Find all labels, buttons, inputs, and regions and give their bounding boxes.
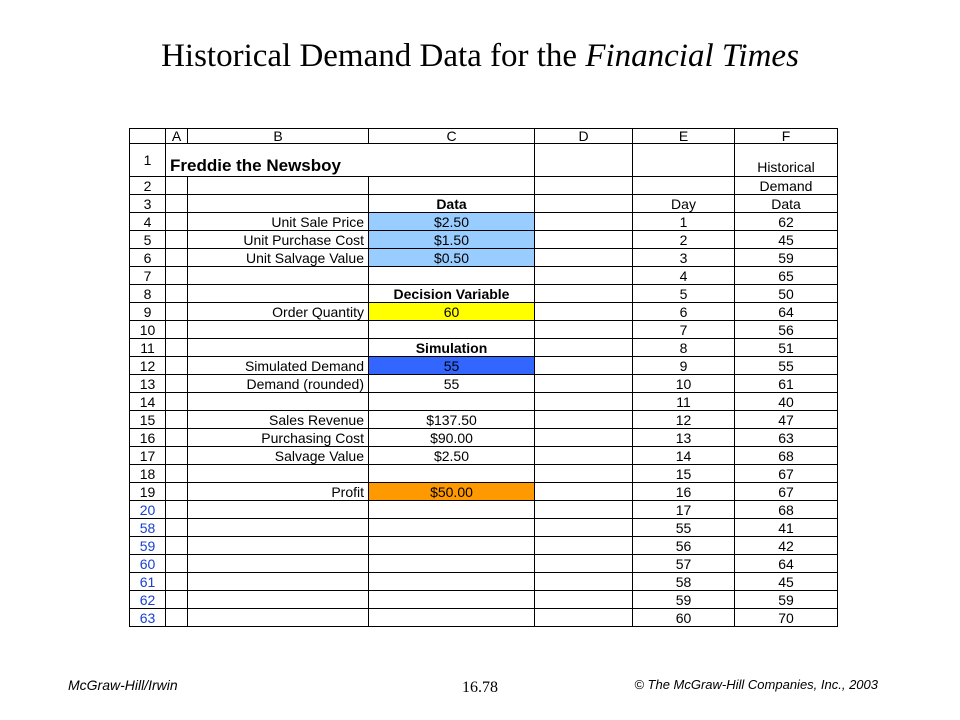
row-header[interactable]: 8 bbox=[130, 285, 166, 303]
input-label[interactable]: Unit Salvage Value bbox=[188, 249, 369, 267]
footer-page-number: 16.78 bbox=[462, 679, 498, 696]
cell-d11[interactable] bbox=[535, 339, 633, 357]
sheet-row-2 bbox=[130, 177, 838, 195]
day-value[interactable]: 11 bbox=[633, 393, 735, 411]
cell-a13[interactable] bbox=[166, 375, 188, 393]
cell-c62[interactable] bbox=[369, 591, 535, 609]
sheet-row-18 bbox=[130, 465, 838, 483]
cell-a59[interactable] bbox=[166, 537, 188, 555]
cell-d20[interactable] bbox=[535, 501, 633, 519]
row-header[interactable]: 3 bbox=[130, 195, 166, 213]
row-header[interactable]: 62 bbox=[130, 591, 166, 609]
cell-c10[interactable] bbox=[369, 321, 535, 339]
demand-value[interactable]: 45 bbox=[735, 573, 838, 591]
sheet-row-60 bbox=[130, 555, 838, 573]
cell-a3[interactable] bbox=[166, 195, 188, 213]
cell-c20[interactable] bbox=[369, 501, 535, 519]
data-header[interactable]: Data bbox=[369, 195, 535, 213]
sheet-row-11 bbox=[130, 339, 838, 357]
historical-label[interactable]: Historical bbox=[735, 144, 838, 177]
cell-d5[interactable] bbox=[535, 231, 633, 249]
day-value[interactable]: 12 bbox=[633, 411, 735, 429]
cell-b62[interactable] bbox=[188, 591, 369, 609]
demand-value[interactable]: 59 bbox=[735, 249, 838, 267]
cell-b8[interactable] bbox=[188, 285, 369, 303]
demand-value[interactable]: 61 bbox=[735, 375, 838, 393]
cell-d4[interactable] bbox=[535, 213, 633, 231]
sheet-row-8 bbox=[130, 285, 838, 303]
demand-value[interactable]: 67 bbox=[735, 465, 838, 483]
day-value[interactable]: 15 bbox=[633, 465, 735, 483]
sheet-row-13 bbox=[130, 375, 838, 393]
cell-a63[interactable] bbox=[166, 609, 188, 627]
row-header[interactable]: 11 bbox=[130, 339, 166, 357]
demand-value[interactable]: 42 bbox=[735, 537, 838, 555]
simulation-header[interactable]: Simulation bbox=[369, 339, 535, 357]
hist-data-header[interactable]: Data bbox=[735, 195, 838, 213]
demand-value[interactable]: 41 bbox=[735, 519, 838, 537]
cell-a58[interactable] bbox=[166, 519, 188, 537]
column-header-f[interactable]: F bbox=[735, 129, 838, 144]
row-header[interactable]: 19 bbox=[130, 483, 166, 501]
cell-d16[interactable] bbox=[535, 429, 633, 447]
sheet-row-14 bbox=[130, 393, 838, 411]
input-label[interactable]: Unit Sale Price bbox=[188, 213, 369, 231]
sheet-row-15 bbox=[130, 411, 838, 429]
cell-c2[interactable] bbox=[369, 177, 535, 195]
demand-label[interactable]: Demand bbox=[735, 177, 838, 195]
sheet-row-5 bbox=[130, 231, 838, 249]
cell-a61[interactable] bbox=[166, 573, 188, 591]
cell-b7[interactable] bbox=[188, 267, 369, 285]
cell-d10[interactable] bbox=[535, 321, 633, 339]
slide-title-italic: Financial Times bbox=[585, 38, 799, 74]
cell-a17[interactable] bbox=[166, 447, 188, 465]
cell-a5[interactable] bbox=[166, 231, 188, 249]
cell-c60[interactable] bbox=[369, 555, 535, 573]
column-header-a[interactable]: A bbox=[166, 129, 188, 144]
input-value[interactable]: $1.50 bbox=[369, 231, 535, 249]
cell-a12[interactable] bbox=[166, 357, 188, 375]
column-header-row bbox=[130, 129, 838, 144]
row-header[interactable]: 18 bbox=[130, 465, 166, 483]
input-label[interactable]: Salvage Value bbox=[188, 447, 369, 465]
sheet-row-1 bbox=[130, 144, 838, 177]
day-value[interactable]: 6 bbox=[633, 303, 735, 321]
cell-a15[interactable] bbox=[166, 411, 188, 429]
row-header[interactable]: 15 bbox=[130, 411, 166, 429]
input-label[interactable]: Demand (rounded) bbox=[188, 375, 369, 393]
cell-a11[interactable] bbox=[166, 339, 188, 357]
input-label[interactable]: Order Quantity bbox=[188, 303, 369, 321]
demand-value[interactable]: 64 bbox=[735, 303, 838, 321]
cell-a62[interactable] bbox=[166, 591, 188, 609]
day-value[interactable]: 17 bbox=[633, 501, 735, 519]
row-header[interactable]: 13 bbox=[130, 375, 166, 393]
input-label[interactable]: Purchasing Cost bbox=[188, 429, 369, 447]
demand-value[interactable]: 56 bbox=[735, 321, 838, 339]
row-header[interactable]: 60 bbox=[130, 555, 166, 573]
day-value[interactable]: 8 bbox=[633, 339, 735, 357]
cell-d62[interactable] bbox=[535, 591, 633, 609]
cell-b2[interactable] bbox=[188, 177, 369, 195]
demand-value[interactable]: 63 bbox=[735, 429, 838, 447]
spreadsheet bbox=[129, 128, 838, 627]
cell-b14[interactable] bbox=[188, 393, 369, 411]
row-header[interactable]: 14 bbox=[130, 393, 166, 411]
cell-c1[interactable] bbox=[369, 144, 535, 177]
column-header-c[interactable]: C bbox=[369, 129, 535, 144]
decision-variable-header[interactable]: Decision Variable bbox=[369, 285, 535, 303]
cell-a19[interactable] bbox=[166, 483, 188, 501]
row-header[interactable]: 20 bbox=[130, 501, 166, 519]
input-value[interactable]: $2.50 bbox=[369, 447, 535, 465]
cell-d60[interactable] bbox=[535, 555, 633, 573]
demand-value[interactable]: 62 bbox=[735, 213, 838, 231]
day-value[interactable]: 59 bbox=[633, 591, 735, 609]
row-header[interactable]: 63 bbox=[130, 609, 166, 627]
cell-c59[interactable] bbox=[369, 537, 535, 555]
day-value[interactable]: 13 bbox=[633, 429, 735, 447]
sheet-row-3 bbox=[130, 195, 838, 213]
cell-d15[interactable] bbox=[535, 411, 633, 429]
demand-value[interactable]: 67 bbox=[735, 483, 838, 501]
cell-b18[interactable] bbox=[188, 465, 369, 483]
sheet-row-16 bbox=[130, 429, 838, 447]
demand-value[interactable]: 47 bbox=[735, 411, 838, 429]
cell-d13[interactable] bbox=[535, 375, 633, 393]
input-value[interactable]: 55 bbox=[369, 357, 535, 375]
cell-e2[interactable] bbox=[633, 177, 735, 195]
demand-value[interactable]: 50 bbox=[735, 285, 838, 303]
input-value[interactable]: 60 bbox=[369, 303, 535, 321]
footer-publisher: McGraw-Hill/Irwin bbox=[68, 677, 178, 693]
cell-d12[interactable] bbox=[535, 357, 633, 375]
column-header-d[interactable]: D bbox=[535, 129, 633, 144]
day-value[interactable]: 58 bbox=[633, 573, 735, 591]
day-value[interactable]: 14 bbox=[633, 447, 735, 465]
row-header[interactable]: 5 bbox=[130, 231, 166, 249]
day-value[interactable]: 1 bbox=[633, 213, 735, 231]
cell-c61[interactable] bbox=[369, 573, 535, 591]
day-value[interactable]: 56 bbox=[633, 537, 735, 555]
select-all-corner[interactable] bbox=[130, 129, 166, 144]
demand-value[interactable]: 40 bbox=[735, 393, 838, 411]
day-value[interactable]: 5 bbox=[633, 285, 735, 303]
sheet-row-6 bbox=[130, 249, 838, 267]
cell-d19[interactable] bbox=[535, 483, 633, 501]
sheet-row-9 bbox=[130, 303, 838, 321]
cell-d2[interactable] bbox=[535, 177, 633, 195]
input-value[interactable]: 55 bbox=[369, 375, 535, 393]
sheet-row-59 bbox=[130, 537, 838, 555]
demand-value[interactable]: 59 bbox=[735, 591, 838, 609]
row-header[interactable]: 59 bbox=[130, 537, 166, 555]
cell-d9[interactable] bbox=[535, 303, 633, 321]
demand-value[interactable]: 70 bbox=[735, 609, 838, 627]
cell-c58[interactable] bbox=[369, 519, 535, 537]
demand-value[interactable]: 65 bbox=[735, 267, 838, 285]
cell-a4[interactable] bbox=[166, 213, 188, 231]
cell-c63[interactable] bbox=[369, 609, 535, 627]
day-value[interactable]: 7 bbox=[633, 321, 735, 339]
cell-e1[interactable] bbox=[633, 144, 735, 177]
cell-a60[interactable] bbox=[166, 555, 188, 573]
cell-b3[interactable] bbox=[188, 195, 369, 213]
input-value[interactable]: $2.50 bbox=[369, 213, 535, 231]
sheet-row-19 bbox=[130, 483, 838, 501]
sheet-row-10 bbox=[130, 321, 838, 339]
day-header[interactable]: Day bbox=[633, 195, 735, 213]
cell-a20[interactable] bbox=[166, 501, 188, 519]
input-value[interactable]: $90.00 bbox=[369, 429, 535, 447]
row-header[interactable]: 2 bbox=[130, 177, 166, 195]
cell-a6[interactable] bbox=[166, 249, 188, 267]
cell-d18[interactable] bbox=[535, 465, 633, 483]
demand-value[interactable]: 64 bbox=[735, 555, 838, 573]
cell-b11[interactable] bbox=[188, 339, 369, 357]
row-header[interactable]: 10 bbox=[130, 321, 166, 339]
cell-c14[interactable] bbox=[369, 393, 535, 411]
cell-a9[interactable] bbox=[166, 303, 188, 321]
cell-a7[interactable] bbox=[166, 267, 188, 285]
cell-d63[interactable] bbox=[535, 609, 633, 627]
slide-title-main: Historical Demand Data for the bbox=[161, 38, 586, 74]
cell-d1[interactable] bbox=[535, 144, 633, 177]
cell-d8[interactable] bbox=[535, 285, 633, 303]
input-value[interactable]: $50.00 bbox=[369, 483, 535, 501]
sheet-row-63 bbox=[130, 609, 838, 627]
day-value[interactable]: 2 bbox=[633, 231, 735, 249]
cell-a10[interactable] bbox=[166, 321, 188, 339]
column-header-e[interactable]: E bbox=[633, 129, 735, 144]
demand-value[interactable]: 51 bbox=[735, 339, 838, 357]
sheet-row-58 bbox=[130, 519, 838, 537]
cell-b10[interactable] bbox=[188, 321, 369, 339]
input-label[interactable]: Simulated Demand bbox=[188, 357, 369, 375]
row-header[interactable]: 7 bbox=[130, 267, 166, 285]
cell-d3[interactable] bbox=[535, 195, 633, 213]
row-header[interactable]: 58 bbox=[130, 519, 166, 537]
cell-d14[interactable] bbox=[535, 393, 633, 411]
sheet-row-12 bbox=[130, 357, 838, 375]
day-value[interactable]: 60 bbox=[633, 609, 735, 627]
row-header[interactable]: 1 bbox=[130, 144, 166, 177]
cell-b58[interactable] bbox=[188, 519, 369, 537]
day-value[interactable]: 9 bbox=[633, 357, 735, 375]
row-header[interactable]: 16 bbox=[130, 429, 166, 447]
cell-a2[interactable] bbox=[166, 177, 188, 195]
slide-title bbox=[0, 38, 960, 75]
sheet-row-20 bbox=[130, 501, 838, 519]
day-value[interactable]: 3 bbox=[633, 249, 735, 267]
cell-b59[interactable] bbox=[188, 537, 369, 555]
sheet-row-7 bbox=[130, 267, 838, 285]
input-value[interactable]: $0.50 bbox=[369, 249, 535, 267]
cell-d58[interactable] bbox=[535, 519, 633, 537]
cell-b61[interactable] bbox=[188, 573, 369, 591]
cell-a16[interactable] bbox=[166, 429, 188, 447]
row-header[interactable]: 9 bbox=[130, 303, 166, 321]
cell-a8[interactable] bbox=[166, 285, 188, 303]
cell-b60[interactable] bbox=[188, 555, 369, 573]
input-label[interactable]: Profit bbox=[188, 483, 369, 501]
day-value[interactable]: 4 bbox=[633, 267, 735, 285]
sheet-title[interactable]: Freddie the Newsboy bbox=[166, 144, 369, 177]
row-header[interactable]: 6 bbox=[130, 249, 166, 267]
cell-b63[interactable] bbox=[188, 609, 369, 627]
cell-c7[interactable] bbox=[369, 267, 535, 285]
footer-copyright: © The McGraw-Hill Companies, Inc., 2003 bbox=[634, 677, 878, 692]
day-value[interactable]: 16 bbox=[633, 483, 735, 501]
sheet-row-4 bbox=[130, 213, 838, 231]
input-label[interactable]: Unit Purchase Cost bbox=[188, 231, 369, 249]
cell-b20[interactable] bbox=[188, 501, 369, 519]
cell-d61[interactable] bbox=[535, 573, 633, 591]
sheet-row-62 bbox=[130, 591, 838, 609]
cell-d6[interactable] bbox=[535, 249, 633, 267]
sheet-row-17 bbox=[130, 447, 838, 465]
demand-value[interactable]: 68 bbox=[735, 501, 838, 519]
cell-c18[interactable] bbox=[369, 465, 535, 483]
row-header[interactable]: 17 bbox=[130, 447, 166, 465]
cell-d59[interactable] bbox=[535, 537, 633, 555]
cell-d17[interactable] bbox=[535, 447, 633, 465]
cell-d7[interactable] bbox=[535, 267, 633, 285]
demand-value[interactable]: 55 bbox=[735, 357, 838, 375]
day-value[interactable]: 55 bbox=[633, 519, 735, 537]
row-header[interactable]: 61 bbox=[130, 573, 166, 591]
demand-value[interactable]: 45 bbox=[735, 231, 838, 249]
sheet-row-61 bbox=[130, 573, 838, 591]
row-header[interactable]: 4 bbox=[130, 213, 166, 231]
demand-value[interactable]: 68 bbox=[735, 447, 838, 465]
day-value[interactable]: 10 bbox=[633, 375, 735, 393]
day-value[interactable]: 57 bbox=[633, 555, 735, 573]
row-header[interactable]: 12 bbox=[130, 357, 166, 375]
input-label[interactable]: Sales Revenue bbox=[188, 411, 369, 429]
input-value[interactable]: $137.50 bbox=[369, 411, 535, 429]
column-header-b[interactable]: B bbox=[188, 129, 369, 144]
cell-a14[interactable] bbox=[166, 393, 188, 411]
cell-a18[interactable] bbox=[166, 465, 188, 483]
